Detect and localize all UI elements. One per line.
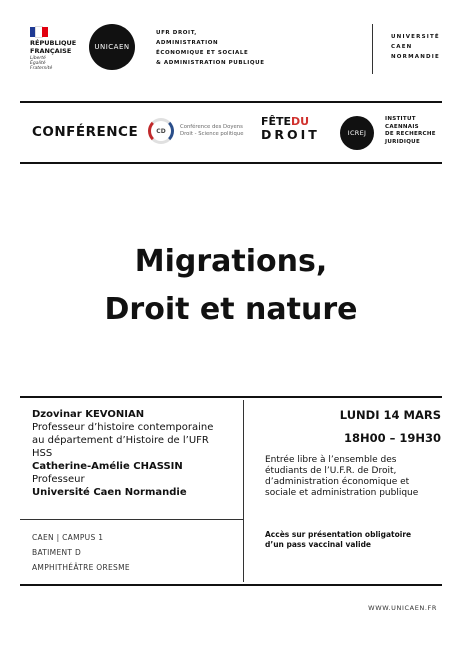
entry-info: Entrée libre à l’ensemble des étudiants de l’U.F.R. de Droit, d’administration économique et sociale et administration publique	[265, 455, 419, 498]
title-line-2: Droit et nature	[104, 292, 358, 327]
header-divider	[372, 24, 373, 74]
title-line-1: Migrations,	[134, 244, 328, 279]
republique-francaise-flag	[30, 27, 48, 37]
website-link[interactable]: WWW.UNICAEN.FR	[368, 604, 437, 612]
ufr-name: UFR DROIT, ADMINISTRATION ÉCONOMIQUE ET SOCIALE & ADMINISTRATION PUBLIQUE	[156, 30, 265, 66]
event-time: 18H00 – 19H30	[343, 431, 441, 445]
divider-info	[20, 396, 442, 398]
icrej-name: INSTITUT CAENNAIS DE RECHERCHE JURIDIQUE	[385, 116, 436, 145]
conference-doyens-text: Conférence des Doyens Droit - Science politique	[180, 124, 244, 137]
access-requirement: Accès sur présentation obligatoire d’un pass vaccinal valide	[265, 530, 412, 549]
divider-speaker-location	[20, 519, 243, 520]
speaker-institution: Université Caen Normandie	[32, 487, 187, 498]
unicaen-logo: UNICAEN	[89, 24, 135, 70]
speaker-role-1-line-2: au département d’Histoire de l’UFR	[32, 435, 209, 446]
fete-du-droit-logo	[261, 116, 331, 146]
event-date: LUNDI 14 MARS	[339, 408, 441, 422]
university-name: UNIVERSITÉ CAEN NORMANDIE	[391, 34, 441, 60]
divider-top	[20, 101, 442, 103]
page-title	[0, 238, 462, 334]
location-line-1: CAEN | CAMPUS 1	[32, 533, 104, 542]
icrej-logo: ICREJ	[340, 116, 374, 150]
republique-motto: Liberté Égalité Fraternité	[30, 56, 53, 71]
fete-du-droit-du: DU	[291, 115, 310, 128]
speaker-role-1-line-3: HSS	[32, 448, 53, 459]
speaker-role-1-line-1: Professeur d’histoire contemporaine	[32, 422, 214, 433]
conference-doyens-logo: CD	[148, 118, 174, 144]
divider-bottom	[20, 584, 442, 586]
speaker-name-1: Dzovinar KEVONIAN	[32, 409, 145, 420]
fete-du-droit-bottom: DROIT	[261, 127, 320, 142]
info-vertical-divider	[243, 400, 244, 582]
republique-francaise-label: RÉPUBLIQUE FRANÇAISE	[30, 39, 77, 55]
speakers-block	[32, 408, 238, 499]
speaker-role-2: Professeur	[32, 474, 85, 485]
speaker-name-2: Catherine-Amélie CHASSIN	[32, 461, 183, 472]
location-line-3: AMPHITHÉÂTRE ORESME	[32, 563, 130, 572]
conference-label: CONFÉRENCE	[32, 124, 139, 140]
fete-du-droit-top: FÊTE	[261, 115, 292, 128]
location-line-2: BATIMENT D	[32, 548, 82, 557]
location-block	[32, 530, 130, 575]
divider-conference	[20, 162, 442, 164]
